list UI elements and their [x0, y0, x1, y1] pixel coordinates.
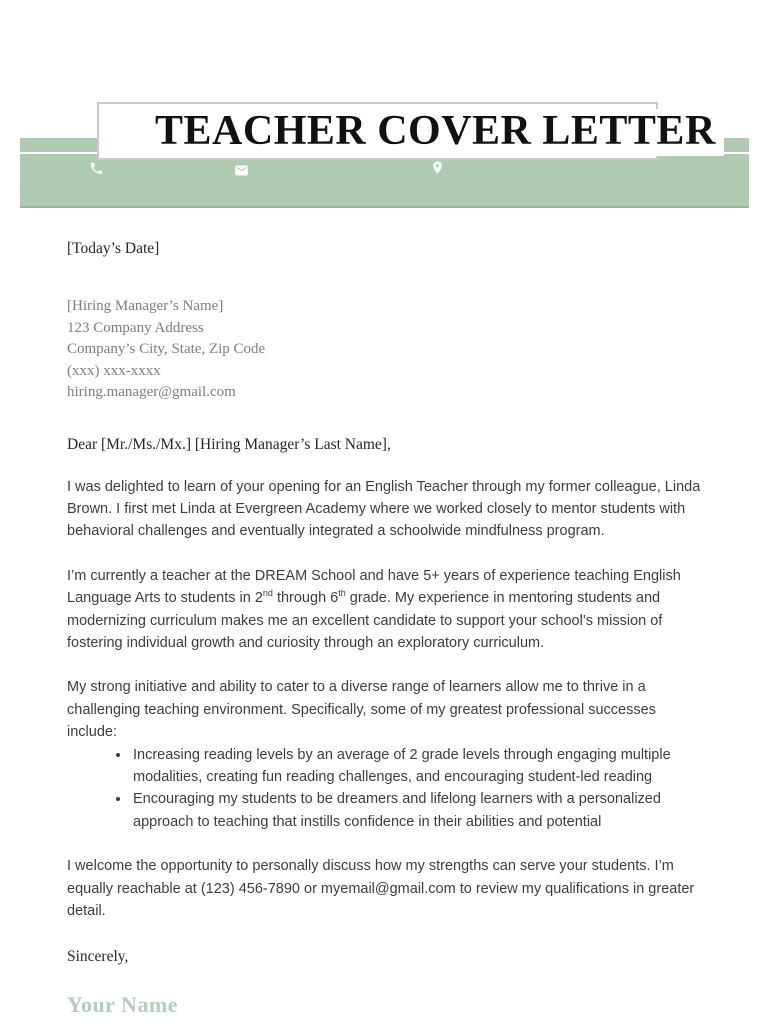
- recipient-name: [Hiring Manager’s Name]: [67, 298, 224, 314]
- recipient-email: hiring.manager@gmail.com: [67, 384, 236, 400]
- experience-text-3: grade. My experience in mentoring students and modernizing curriculum makes me an excellent candidate to support your school’s mission of fostering individual growth and curiosity through an exploratory curriculum.: [67, 590, 663, 651]
- paragraph-intro: I was delighted to learn of your opening for an English Teacher through my former colleague, Linda Brown. I first met Linda at Evergreen Academy where we worked closely to mentor students with behavioral challenges and eventually integrated a schoolwide mindfulness program.: [67, 478, 701, 540]
- salutation: Dear [Mr./Ms./Mx.] [Hiring Manager’s Last Name],: [67, 435, 391, 453]
- recipient-city-state-zip: Company’s City, State, Zip Code: [67, 341, 266, 357]
- list-item: • Increasing reading levels by an average of 2 grade levels through engaging multiple modalities, creating fun reading challenges, and encouraging student-led reading: [131, 744, 701, 789]
- experience-text-1: I’m currently a teacher at the DREAM School and have 5+ years of experience teaching English Language Arts to students in 2: [67, 567, 681, 607]
- list-item: • Encouraging my students to be dreamers and lifelong learners with a personalized approach to teaching that instills confidence in their abilities and potential: [131, 788, 701, 833]
- title-box: [97, 102, 716, 160]
- email-icon: [234, 163, 249, 178]
- paragraph-successes: My strong initiative and ability to cater to a diverse range of learners allow me to thrive in a challenging teaching environment. Specifically, some of my greatest professional successes include:: [67, 679, 656, 741]
- paragraph-experience: [67, 565, 701, 655]
- signoff: Sincerely,: [67, 948, 129, 966]
- recipient-block: [67, 296, 701, 404]
- phone-icon: [89, 161, 104, 176]
- ordinal-superscript: nd: [262, 588, 273, 599]
- experience-text-2: through 6: [272, 590, 339, 607]
- recipient-phone: (xxx) xxx-xxxx: [67, 362, 161, 379]
- signature-name: Your Name: [67, 992, 179, 1018]
- location-icon: [430, 160, 445, 175]
- date-line: [Today’s Date]: [67, 240, 160, 257]
- recipient-address: 123 Company Address: [67, 319, 204, 336]
- letter-body: [67, 238, 701, 1018]
- paragraph-closing: I welcome the opportunity to personally discuss how my strengths can serve your students. I’m equally reachable at (123) 456-7890 or myemail@gmail.com to review my qualifications in greater detail.: [67, 858, 695, 919]
- page-title: TEACHER COVER LETTER: [151, 109, 724, 156]
- ordinal-superscript: th: [338, 588, 346, 599]
- successes-list: [67, 744, 701, 834]
